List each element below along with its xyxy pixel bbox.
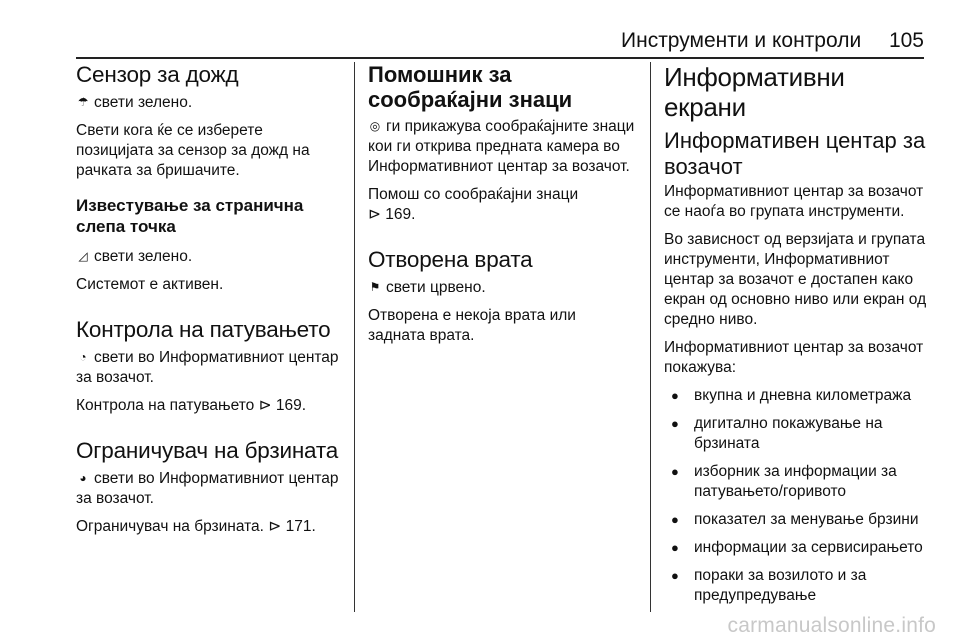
list-item: ● показател за менување брзини — [664, 510, 929, 530]
page-number: 105 — [888, 29, 924, 52]
column-left — [76, 62, 340, 545]
traffic-sign-indicator — [368, 116, 636, 177]
info-centre-paragraph-2: Во зависност од верзијата и групата инструменти, Информативниот центар за возачот е достапен како екран од основно ниво или екран од средно ниво. — [664, 231, 927, 328]
info-centre-bullet-list — [664, 386, 929, 606]
traffic-sign-body-line2: ⊳ 169. — [368, 206, 416, 223]
column-divider-2 — [650, 62, 651, 612]
page-header — [76, 27, 924, 59]
column-right — [664, 62, 929, 614]
cruise-control-indicator-text: свети во Информативниот центар за возачот. — [76, 349, 339, 386]
speed-limiter-icon: ◕ — [79, 471, 87, 485]
blind-spot-indicator — [76, 246, 340, 267]
door-open-indicator-text: свети црвено. — [386, 279, 486, 296]
section-title-speed-limiter: Ограничувач на брзината — [76, 438, 339, 463]
door-open-body: Отворена е некоја врата или задната врата. — [368, 307, 576, 344]
list-item: ● изборник за информации за патувањето/горивото — [664, 462, 929, 502]
section-title-rain-sensor: Сензор за дожд — [76, 62, 239, 87]
list-item: ● дигитално покажување на брзината — [664, 414, 929, 454]
header-title: Инструменти и контроли — [621, 29, 862, 52]
section-title-cruise-control: Контрола на патувањето — [76, 317, 331, 342]
door-open-indicator — [368, 277, 636, 298]
watermark: carmanualsonline.info — [727, 614, 936, 637]
rain-sensor-indicator-text: свети зелено. — [94, 94, 193, 111]
section-title-blind-spot: Известување за странична слепа точка — [76, 196, 304, 236]
traffic-sign-indicator-text: ги прикажува сообраќајните знаци кои ги открива предната камера во Информативниот центар за возачот. — [368, 118, 635, 175]
speed-limiter-indicator-text: свети во Информативниот центар за возачот. — [76, 470, 339, 507]
blind-spot-indicator-text: свети зелено. — [94, 248, 193, 265]
section-title-door-open: Отворена врата — [368, 247, 533, 272]
blind-spot-icon: ◿ — [78, 249, 88, 263]
subsection-title-driver-info-centre: Информативен центар за возачот — [664, 128, 926, 179]
section-title-info-displays: Информативни екрани — [664, 62, 845, 122]
list-item: ● пораки за возилото и за предупредување — [664, 566, 929, 606]
section-title-traffic-sign-assistant: Помошник за сообраќајни знаци — [368, 62, 573, 112]
list-item: ● вкупна и дневна километража — [664, 386, 929, 406]
info-centre-paragraph-3: Информативниот центар за возачот покажува: — [664, 339, 924, 376]
rain-sensor-body: Свети кога ќе се изберете позицијата за сензор за дожд на рачката за бришачите. — [76, 122, 310, 179]
traffic-sign-icon: ◎ — [369, 119, 381, 133]
rain-sensor-icon: ☂ — [77, 95, 89, 109]
cruise-control-indicator — [76, 347, 340, 388]
header-rule — [76, 57, 924, 59]
speed-limiter-body: Ограничувач на брзината. ⊳ 171. — [76, 518, 316, 535]
cruise-control-body: Контрола на патувањето ⊳ 169. — [76, 397, 307, 414]
list-item: ● информации за сервисирањето — [664, 538, 929, 558]
info-centre-paragraph-1: Информативниот центар за возачот се наоѓа во групата инструменти. — [664, 183, 924, 220]
door-open-icon: ⚑ — [369, 280, 381, 294]
column-middle — [368, 62, 636, 354]
blind-spot-body: Системот е активен. — [76, 276, 224, 293]
column-divider-1 — [354, 62, 355, 612]
speed-limiter-indicator — [76, 468, 340, 509]
traffic-sign-body — [368, 185, 636, 225]
rain-sensor-indicator — [76, 92, 340, 113]
cruise-control-icon: ◔ — [79, 350, 87, 364]
traffic-sign-body-line1: Помош со сообраќајни знаци — [368, 186, 579, 203]
